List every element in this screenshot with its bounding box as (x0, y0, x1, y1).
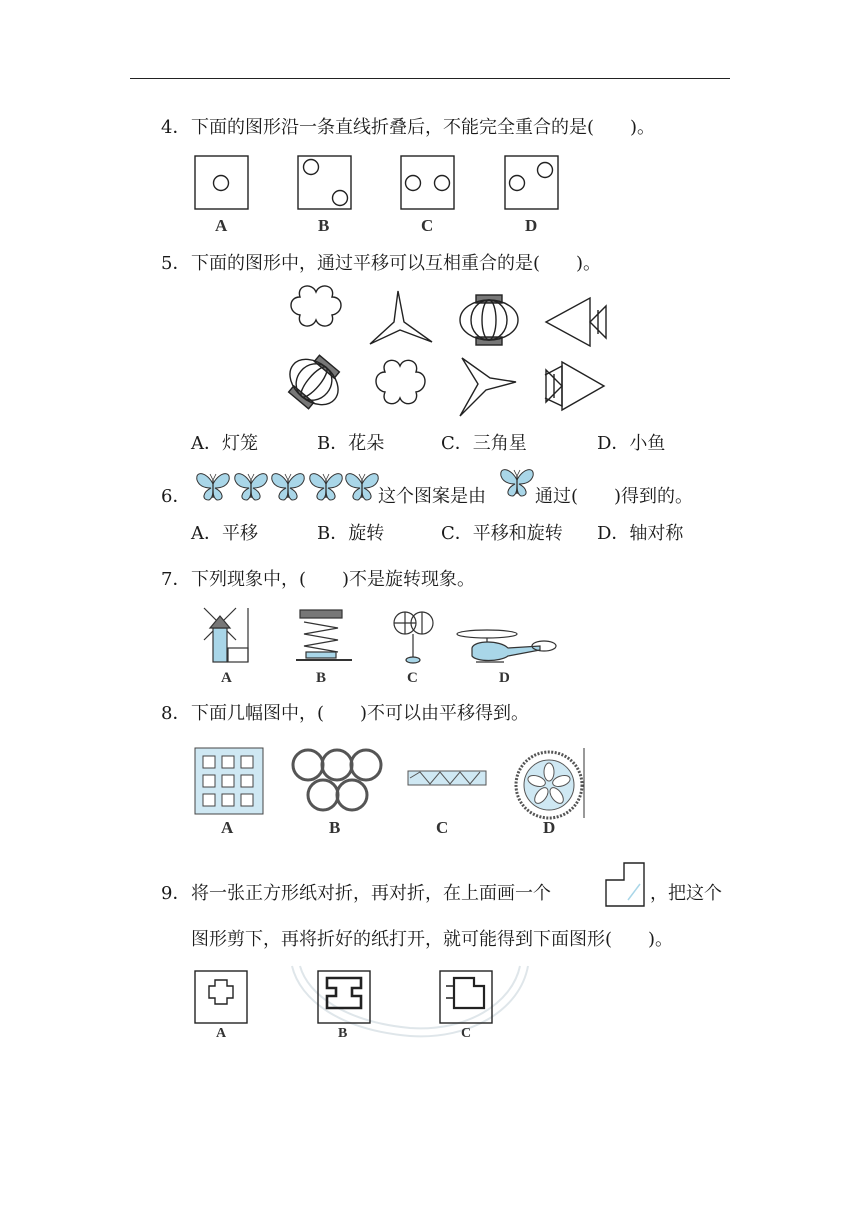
q8-label-d: D (543, 818, 556, 837)
q9-figure-a (195, 971, 247, 1023)
q9-figure-c (440, 971, 492, 1023)
option-d[interactable]: D．小鱼 (597, 433, 666, 454)
question-text-a: 将一张正方形纸对折，再对折，在上面画一个 (191, 883, 551, 904)
q7-label-c: C (407, 670, 418, 686)
q8-label-a: A (221, 818, 234, 837)
q9-line-2: 图形剪下，再将折好的纸打开，就可能得到下面图形( )。 (191, 929, 674, 950)
question-text: 下面几幅图中，( )不可以由平移得到。 (191, 703, 530, 724)
question-text: 下列现象中，( )不是旋转现象。 (191, 569, 476, 590)
option-a[interactable]: A．灯笼 (191, 433, 258, 454)
option-c[interactable]: C．平移和旋转 (441, 523, 563, 544)
option-b[interactable]: B．花朵 (317, 433, 385, 454)
question-number: 8． (161, 703, 191, 724)
q7-label-a: A (221, 670, 232, 686)
option-c[interactable]: C．三角星 (441, 433, 527, 454)
q9-label-c: C (461, 1026, 472, 1041)
q7-label-b: B (316, 670, 327, 686)
question-number: 6． (161, 486, 191, 507)
q6-text-a: 这个图案是由 (378, 486, 486, 507)
q4-label-c: C (421, 216, 434, 235)
question-number: 7． (161, 569, 191, 590)
question-number: 4． (161, 117, 191, 138)
q9-label-a: A (216, 1026, 227, 1041)
q8-label-b: B (329, 818, 341, 837)
q9-figure-b (318, 971, 370, 1023)
question-number: 5． (161, 253, 191, 274)
q4-label-d: D (525, 216, 538, 235)
q4-label-b: B (318, 216, 330, 235)
q4-label-a: A (215, 216, 228, 235)
question-text: 下面的图形中，通过平移可以互相重合的是( )。 (191, 253, 602, 274)
option-b[interactable]: B．旋转 (317, 523, 385, 544)
q8-label-c: C (436, 818, 449, 837)
option-a[interactable]: A．平移 (191, 523, 258, 544)
question-text: 下面的图形沿一条直线折叠后，不能完全重合的是( )。 (191, 117, 656, 138)
q7-label-d: D (499, 670, 510, 686)
question-number: 9． (161, 883, 191, 904)
option-d[interactable]: D．轴对称 (597, 523, 684, 544)
q9-label-b: B (338, 1026, 348, 1041)
q6-text-b: 通过( )得到的。 (535, 486, 694, 507)
q9-text-b: ，把这个 (650, 883, 722, 904)
